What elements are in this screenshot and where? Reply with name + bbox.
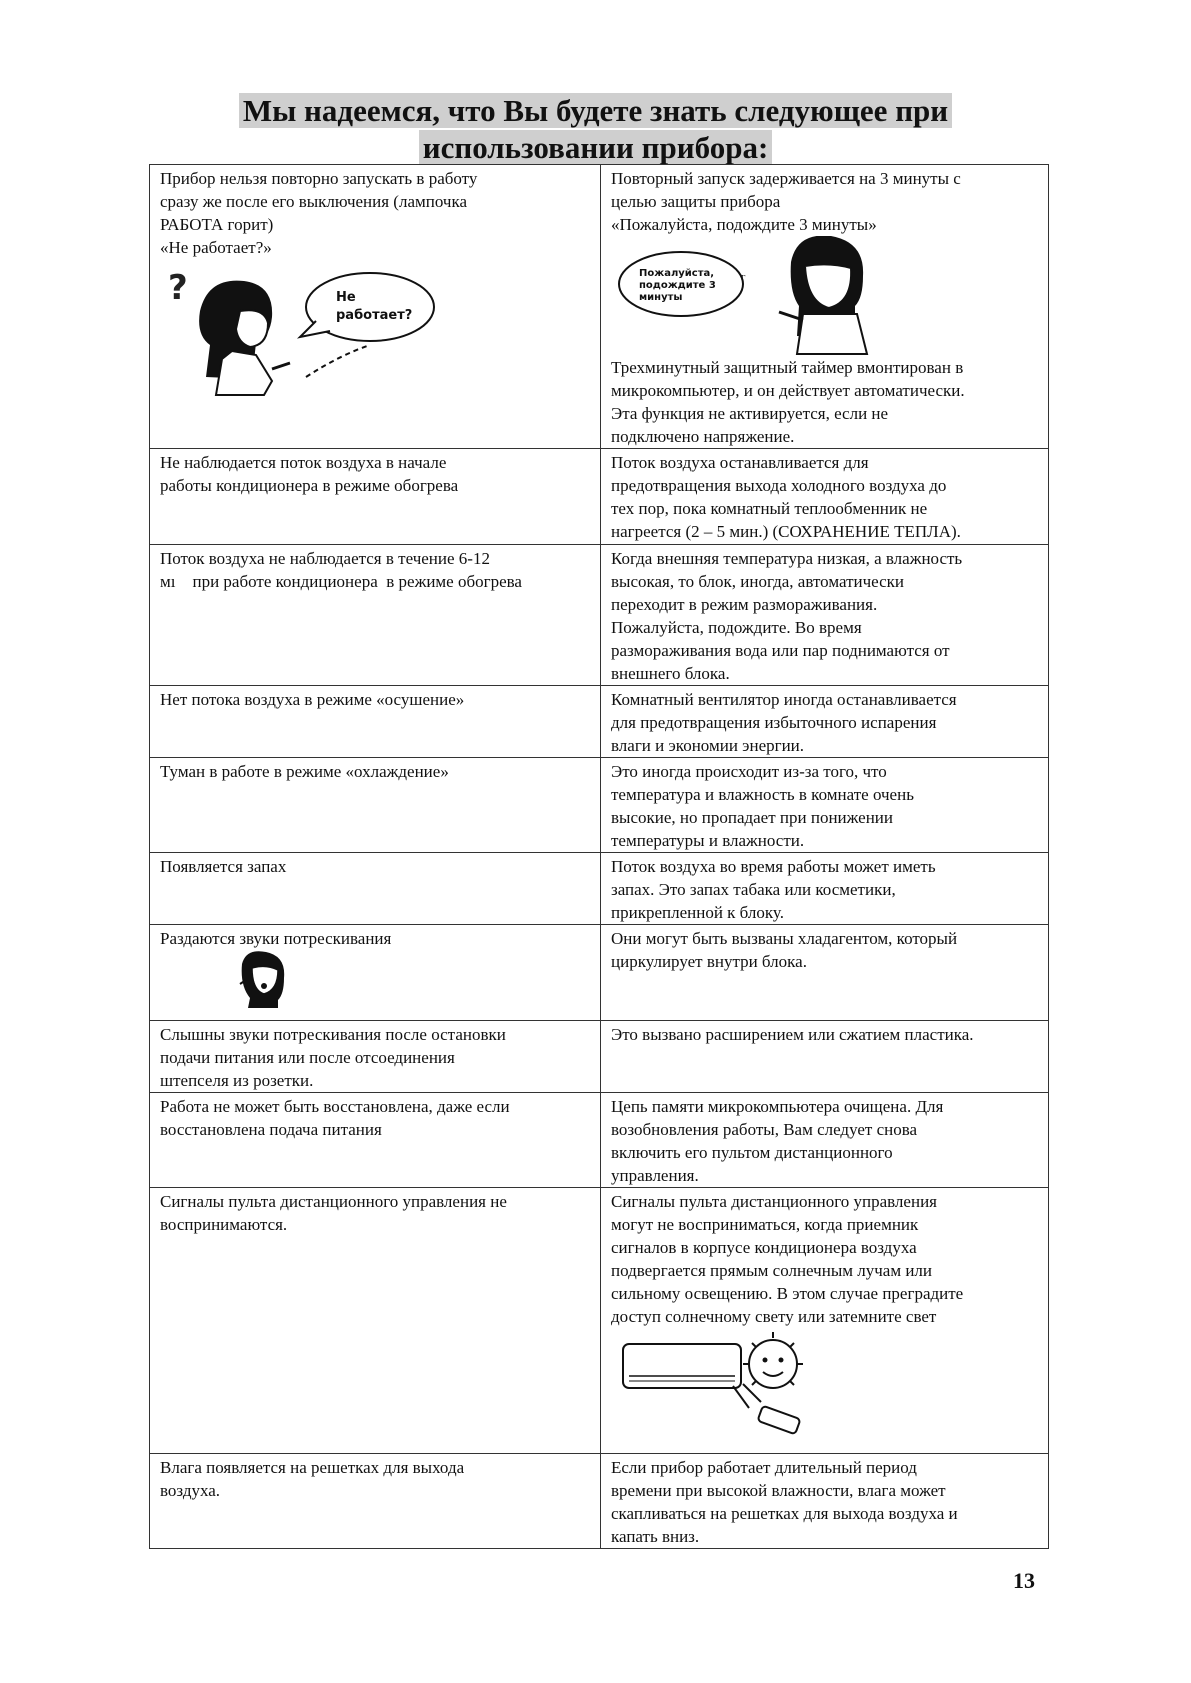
svg-text:Пожалуйста,: Пожалуйста, (639, 268, 715, 279)
svg-text:минуты: минуты (639, 292, 683, 303)
remote-hand (272, 363, 290, 369)
signal-line (306, 345, 370, 377)
girl-listening-illustration (160, 950, 300, 1010)
problem-cell: Появляется запах (150, 853, 601, 925)
table-row (150, 545, 1049, 686)
question-mark-icon: ? (168, 268, 188, 308)
table-row (150, 449, 1049, 545)
answer-intro: Повторный запуск задерживается на 3 минуты с целью защиты прибора «Пожалуйста, подождите 3 минуты» (611, 169, 961, 234)
svg-text:г: г (741, 271, 746, 283)
girl-body (797, 314, 867, 354)
svg-text:работает?: работает? (336, 308, 413, 323)
problem-cell: Влага появляется на решетках для выхода воздуха. (150, 1454, 601, 1549)
table-row (150, 1454, 1049, 1549)
girl-with-remote-illustration (160, 259, 440, 399)
answer-cell (601, 165, 1049, 449)
page-number: 13 (1013, 1568, 1035, 1593)
problem-cell: Не наблюдается поток воздуха в начале работы кондиционера в режиме обогрева (150, 449, 601, 545)
table-row (150, 1093, 1049, 1188)
svg-text:подождите 3: подождите 3 (639, 280, 716, 291)
problem-cell: Работа не может быть восстановлена, даже если восстановлена подача питания (150, 1093, 601, 1188)
answer-cell: Цепь памяти микрокомпьютера очищена. Для возобновления работы, Вам следует снова включить его пультом дистанционного управления. (601, 1093, 1049, 1188)
table-row (150, 925, 1049, 1021)
sun-icon (743, 1332, 803, 1388)
problem-cell: Слышны звуки потрескивания после остановки подачи питания или после отсоединения штепселя из розетки. (150, 1021, 601, 1093)
problem-text: Прибор нельзя повторно запускать в работу сразу же после его выключения (лампочка РАБОТА горит) «Не работает?» (160, 169, 478, 257)
answer-cell: Это вызвано расширением или сжатием пластика. (601, 1021, 1049, 1093)
table-row (150, 686, 1049, 758)
troubleshooting-table (149, 164, 1049, 1549)
answer-cell: Сигналы пульта дистанционного управления могут не восприниматься, когда приемник сигналов в корпусе кондиционера воздуха подвергается прямым солнечным лучам или сильному освещению. В этом случае преградите доступ солнечному свету или затемните свет (601, 1188, 1049, 1454)
answer-cell: Поток воздуха останавливается для предотвращения выхода холодного воздуха до тех пор, пока комнатный теплообменник не нагреется (2 – 5 мин.) (СОХРАНЕНИЕ ТЕПЛА). (601, 449, 1049, 545)
girl-face (236, 310, 268, 347)
problem-cell: Раздаются звуки потрескивания (150, 925, 601, 1021)
answer-cell: Если прибор работает длительный период времени при высокой влажности, влага может скапливаться на решетках для выхода воздуха и капать вниз. (601, 1454, 1049, 1549)
title-line-1: Мы надеемся, что Вы будете знать следующее при (239, 93, 952, 128)
problem-cell: Сигналы пульта дистанционного управления не воспринимаются. (150, 1188, 601, 1454)
svg-text:Не: Не (336, 290, 356, 305)
table-row (150, 853, 1049, 925)
table-row (150, 1188, 1049, 1454)
problem-cell: Нет потока воздуха в режиме «осушение» (150, 686, 601, 758)
answer-cell: Они могут быть вызваны хладагентом, который циркулирует внутри блока. (601, 925, 1049, 1021)
table-row (150, 165, 1049, 449)
table-row (150, 758, 1049, 853)
remote-control-icon (757, 1406, 800, 1435)
girl-pointing-illustration (611, 236, 931, 356)
problem-cell (150, 165, 601, 449)
answer-cell: Когда внешняя температура низкая, а влажность высокая, то блок, иногда, автоматически переходит в режим размораживания. Пожалуйста, подождите. Во время размораживания вода или пар поднимаются от внешнего блока. (601, 545, 1049, 686)
table-row (150, 1021, 1049, 1093)
answer-cell: Это иногда происходит из-за того, что температура и влажность в комнате очень высокие, но пропадает при понижении температуры и влажности. (601, 758, 1049, 853)
title-line-2: использовании прибора: (419, 130, 773, 165)
answer-cell: Поток воздуха во время работы может иметь запах. Это запах табака или косметики, прикрепленной к блоку. (601, 853, 1049, 925)
girl-body (216, 351, 272, 395)
problem-cell: Поток воздуха не наблюдается в течение 6-12 мı при работе кондиционера в режиме обогрева (150, 545, 601, 686)
sun-and-air-conditioner-illustration (617, 1328, 837, 1440)
answer-text: Трехминутный защитный таймер вмонтирован в микрокомпьютер, и он действует автоматически. Эта функция не активируется, если не подключено напряжение. (611, 358, 965, 446)
page-title (0, 92, 1191, 166)
problem-cell: Туман в работе в режиме «охлаждение» (150, 758, 601, 853)
answer-cell: Комнатный вентилятор иногда останавливается для предотвращения избыточного испарения влаги и экономии энергии. (601, 686, 1049, 758)
